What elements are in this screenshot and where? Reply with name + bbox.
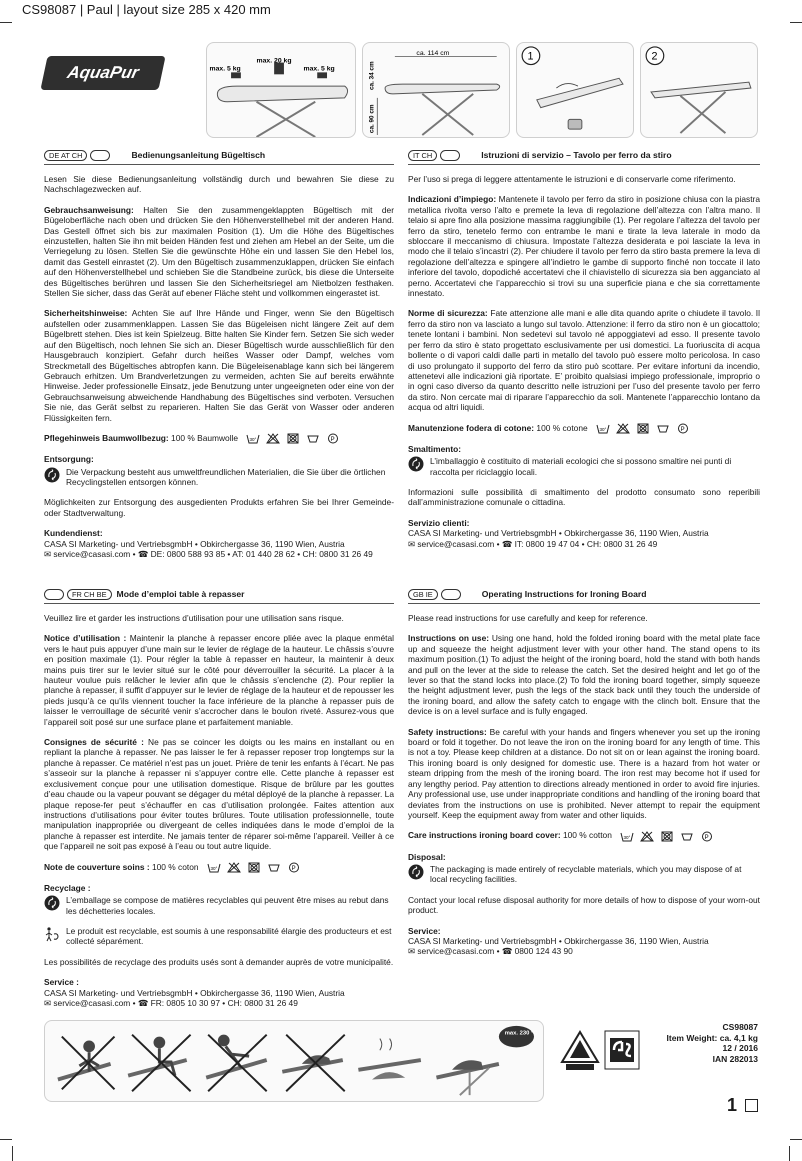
item-ian: IAN 282013	[712, 1053, 758, 1064]
section-header-it	[408, 150, 760, 165]
use-de: Gebrauchsanweisung: Halten Sie den zusammengeklappten Bügeltisch mit der Bügeloberfläche nach oben und drücken Sie den Höhenverstellhebel mit der anderen Hand. Das Gestell öffnet sich bis zur maximalen Position (1). Um die Höhe des Bügeltisches einzustellen, halten Sie ihn mit beiden Händen fest und ziehen am Hebel an der Seite, um die Verriegelung zu lösen. Stellen Sie die gewünschte Höhe ein und lassen Sie den Hebel los, damit das Gestell einrastet (2). Um den Bügeltisch zusammenzuklappen, drücken Sie einfach auf den Höhenverstellhebel und schieben Sie die Standbeine zurück, bis diese die Unterseite des Bügeltisches berühren und lassen Sie den Sicherheitsriegel am Nietbolzen festhaken. Stellen Sie sicher, dass das Gerät auf ebener Fläche steht und vollkommen eingerastet ist.	[44, 204, 394, 299]
disposal-row-de: Die Verpackung besteht aus umweltfreundlichen Materialien, die Sie über die örtlichen Recyclingstellen entsorgen können.	[44, 467, 394, 488]
step-2-number: 2	[651, 50, 658, 63]
no-tumble-dry-icon	[660, 831, 674, 842]
dry-clean-p-icon	[287, 862, 301, 873]
recycle-icon	[408, 864, 424, 880]
no-bleach-icon	[640, 831, 654, 842]
intro-fr: Veuillez lire et garder les instructions d’utilisation pour une utilisation sans risque.	[44, 613, 344, 623]
item-date: 12 / 2016	[722, 1043, 758, 1053]
dry-flat-icon	[267, 862, 281, 873]
triman-row-fr: Le produit est recyclable, est soumis à une responsabilité élargie des producteurs et est collecté séparément.	[44, 926, 394, 947]
use-gb: Instructions on use: Using one hand, hold the folded ironing board with the metal plate face up and squeeze the height adjustment lever with your other hand. The stand opens to its maximum position.(1) To adjust the height of the ironing board, hold the stand with both hands and pull on the lever at the side to release the catch. Set the desired height and let go of the lever so that the stand locks into place.(2) To fold the ironing board together, simply squeeze the height adjustment lever, push the legs of the stack back until they touch the underside of the ironing board, and allow the safety catch to engage with the clinch bolt. Ensure that the device is on a level surface and is fully engaged.	[408, 633, 760, 717]
wash-30-icon	[246, 433, 260, 444]
disposal-more-it: Informazioni sulle possibilità di smaltimento del prodotto consumato sono reperibili dall’amministrazione comunale o cittadina.	[408, 487, 760, 508]
item-info	[640, 1022, 758, 1064]
lang-pill-blank	[90, 150, 110, 161]
service-contact-gb[interactable]: ✉ service@casasi.com • ☎ 0800 124 43 90	[408, 946, 573, 957]
lang-pill-blank	[441, 589, 461, 600]
care-fr: Note de couverture soins : 100 % coton 30° P	[44, 862, 394, 873]
service-contact-it[interactable]: ✉ service@casasi.com • ☎ IT: 0800 19 47 04 • CH: 0800 31 26 49	[408, 538, 658, 549]
crop-mark	[0, 22, 12, 23]
iron-rest-icon	[436, 1060, 498, 1095]
dimension-width: ca. 114 cm	[416, 49, 450, 57]
section-de	[44, 150, 394, 569]
service-it: Servizio clienti: CASA SI Marketing- und VertriebsgmbH • Obkirchergasse 36, 1190 Wien, Austria ✉ service@casasi.com • ☎ IT: 0800 19 47 04 • CH: 0800 31 26 49	[408, 517, 709, 549]
service-gb: Service: CASA SI Marketing- und VertriebsgmbH • Obkirchergasse 36, 1190 Wien, Austria ✉ service@casasi.com • ☎ 0800 124 43 90	[408, 925, 709, 957]
wash-30-icon	[620, 831, 634, 842]
hot-steam-warning-icon	[358, 1039, 420, 1080]
service-contact-de[interactable]: ✉ service@casasi.com • ☎ DE: 0800 588 93 85 • AT: 01 440 28 62 • CH: 0800 31 26 49	[44, 549, 373, 560]
intro-gb: Please read instructions for use carefully and keep for reference.	[408, 613, 648, 623]
triman-icon	[44, 926, 60, 942]
wash-30-icon	[596, 423, 610, 434]
section-fr	[44, 589, 394, 1018]
dry-flat-icon	[306, 433, 320, 444]
recycle-icon	[44, 895, 60, 911]
no-bleach-icon	[616, 423, 630, 434]
lang-pill-blank	[440, 150, 460, 161]
use-fr: Notice d’utilisation : Maintenir la planche à repasser encore pliée avec la plaque enmétal vers le haut puis appuyer d’une main sur le levier de réglage de la hauteur. Le châssis s’ouvre en position maximale (1). Pour régler la table à repasser en hauteur, la maintenir à deux mains puis tirer sur le levier situé sur le côté pour déverrouiller la sécurité. La placer à la hauteur voulue puis relâcher le levier afin que le châssis s’enclenche (2). Pour replier la planche à repasser, il suffit d’appuyer sur le levier de réglage de la hauteur et de repousser les pieds jusqu’à ce qu’ils viennent toucher la face inférieure de la planche à repasser puis de laisser le verrouillage de sécurité venir s’accrocher dans le boulon riveté. Assurez-vous que l’appareil soit posé sur une surface plane et parfaitement maniable.	[44, 633, 394, 727]
gs-safety-mark-icon	[604, 1030, 640, 1070]
intro-de: Lesen Sie diese Bedienungsanleitung vollständig durch und bewahren Sie diese zu Nachschlagezwecken auf.	[44, 174, 394, 195]
recycle-label-fr: Recyclage :	[44, 882, 91, 893]
disposal-label-gb: Disposal:	[408, 851, 446, 862]
safety-fr: Consignes de sécurité : Ne pas se coincer les doigts ou les mains en installant ou en repliant la planche à repasser. Ne pas laisser le fer à repasser reposer trop longtemps sur la planche à repasser. Ce matériel n’est pas un jouet. Prière de tenir les enfants à l’écart. Ne pas s’asseoir sur la planche à repasser ni s’appuyer contre elle. Cette planche à repasser est exclusivement conçue pour une utilisation domestique. Risque de brûlure par les gouttes d’eau chaude ou la vapeur pouvant se dégager du métal déployé de la planche à repasser. La plaque repose-fer peut s’échauffer en cas d’utilisation prolongée. Faites attention aux instructions d’utilisations pour éviter toutes brûlures. Toute utilisation professionnelle, toute manipulation inappropriée ou divergeant de celles indiquées dans le mode d’emploi de la planche à repasser est interdite. Ne jamais tenter de réparer soi-même l’appareil. Veiller à ce que l’appareil ne soit pas exposé à l’eau ou tout autre liquide.	[44, 737, 394, 852]
disposal-more-gb: Contact your local refuse disposal authority for more details of how to dispose of your worn-out product.	[408, 894, 760, 916]
no-children-icon	[58, 1037, 115, 1090]
no-tumble-dry-icon	[636, 423, 650, 434]
intro-it: Per l’uso si prega di leggere attentamente le istruzioni e di conservarle come riferimento.	[408, 174, 736, 184]
disposal-more-de: Möglichkeiten zur Entsorgung des ausgedienten Produkts erfahren Sie bei Ihrer Gemeinde- oder Stadtverwaltung.	[44, 497, 394, 518]
section-header-gb	[408, 589, 760, 604]
crop-mark	[790, 1139, 802, 1140]
recycle-row-fr: L’emballage se compose de matières recyclables qui peuvent être mises au rebut dans les déchetteries locales.	[44, 895, 394, 916]
recycle-more-fr: Les possibilités de recyclage des produits usés sont à demander auprès de votre municipalité.	[44, 956, 394, 967]
dry-clean-p-icon	[676, 423, 690, 434]
section-title-de: Bedienungsanleitung Bügeltisch	[131, 150, 266, 161]
care-it: Manutenzione fodera di cotone: 100 % cotone 30° P	[408, 423, 760, 434]
weight-label-left: max. 5 kg	[209, 65, 241, 73]
care-symbols	[246, 433, 340, 444]
section-header-fr	[44, 589, 394, 604]
crop-mark	[12, 1146, 13, 1161]
lang-pill-de: DE AT CH	[44, 150, 87, 161]
disposal-row-gb: The packaging is made entirely of recyclable materials, which you may dispose of at local recycling facilities.	[408, 864, 760, 885]
svg-text:30°: 30°	[623, 834, 631, 840]
svg-text:P: P	[680, 426, 685, 433]
dimension-height: ca. 90 cm	[368, 104, 376, 134]
lang-pill-blank	[44, 589, 64, 600]
service-contact-fr[interactable]: ✉ service@casasi.com • ☎ FR: 0805 10 30 97 • CH: 0800 31 26 49	[44, 998, 298, 1009]
page-box-icon	[745, 1099, 758, 1112]
certification-mark-icon	[560, 1030, 600, 1072]
service-de: Kundendienst: CASA SI Marketing- und VertriebsgmbH • Obkirchergasse 36, 1190 Wien, Austria ✉ service@casasi.com • ☎ DE: 0800 588 93 85 • AT: 01 440 28 62 • CH: 0800 31 26 49	[44, 528, 373, 560]
dry-flat-icon	[680, 831, 694, 842]
no-tumble-dry-icon	[247, 862, 261, 873]
lang-pill-it: IT CH	[408, 150, 437, 161]
weight-label-right: max. 5 kg	[303, 65, 335, 73]
wash-30-icon	[207, 862, 221, 873]
item-weight: Item Weight: ca. 4,1 kg	[666, 1032, 758, 1043]
disposal-label-it: Smaltimento:	[408, 443, 462, 454]
svg-text:P: P	[291, 865, 296, 872]
care-symbols	[596, 423, 690, 434]
dry-clean-p-icon	[326, 433, 340, 444]
figure-dimensions	[362, 42, 510, 138]
figure-max-weights	[206, 42, 356, 138]
section-title-gb: Operating Instructions for Ironing Board	[481, 589, 647, 600]
section-it	[408, 150, 760, 559]
svg-text:30°: 30°	[249, 437, 257, 443]
no-iron-left-icon	[282, 1035, 344, 1092]
recycle-icon	[408, 456, 424, 472]
section-header-de	[44, 150, 394, 165]
care-gb: Care instructions ironing board cover: 100 % cotton 30° P	[408, 830, 760, 841]
max-temp-label: max. 230 °C	[504, 1030, 538, 1037]
svg-text:P: P	[704, 834, 709, 841]
warning-pictograms	[44, 1020, 544, 1102]
step-1-number: 1	[527, 50, 534, 63]
care-symbols	[207, 862, 301, 873]
section-gb	[408, 589, 760, 967]
section-title-it: Istruzioni di servizio – Tavolo per ferro da stiro	[481, 150, 672, 161]
service-fr: Service : CASA SI Marketing- und VertriebsgmbH • Obkirchergasse 36, 1190 Wien, Austria ✉ service@casasi.com • ☎ FR: 0805 10 30 97 • CH: 0800 31 26 49	[44, 977, 345, 1009]
weight-label-center: max. 20 kg	[256, 57, 292, 65]
use-it: Indicazioni d’impiego: Mantenete il tavolo per ferro da stiro in posizione chiusa con la piastra metallica rivolta verso l’alto e premete la leva di regolazione dell’altezza con l’altra mano. Il telaio si apre fino alla posizione massima raggiungibile (1). Per regolare l’altezza del tavolo per ferro da stiro, tenetelo fermo con entrambe le mani e tirate la leva laterale in modo da sbloccare il meccanismo di chiusura. Impostate l’altezza desiderata e poi lasciate la leva in modo che il telaio s’incastri (2). Per chiudere il tavolo per ferro da stiro basta premere la leva di regolazione dell’altezza e spingere all’indietro le gambe di supporto finché non toccate il lato inferiore del tavolo, dopodiché accertatevi che il chiavistello di sicurezza sia ben agganciato al perno. Accertatevi che l’apparecchio si trovi su una superficie piana e che sia correttamente innestato.	[408, 194, 761, 299]
lang-pill-fr: FR CH BE	[67, 589, 112, 600]
brand-logo: AquaPur	[40, 56, 165, 90]
safety-it: Norme di sicurezza: Fate attenzione alle mani e alle dita quando aprite o chiudete il tavolo. Il ferro da stiro non va lasciato a lungo sul tavolo. Attenzione: il ferro da stiro non è un giocattolo; tenete lontani i bambini. Non sedetevi sul tavolo né appoggiatevi ad esso. Il presente tavolo per ferro da stiro è stato progettato esclusivamente per usi domestici. La fuoriuscita di acqua bollente o di vapori caldi dalle parti in metallo del tavolo può essere molto pericolosa. In caso di uso prolungato il supporto del ferro da stiro può scottare. Per evitare infortuni da incendio, attenetevi alle indicazioni già riportate. E’ proibito qualsiasi impiego professionale, improprio o in ogni caso diverso da quanto descritto nelle istruzioni per l’uso del presente tavolo per ferro da stiro. Non cercate mai di riparare l’apparecchio da soli. Mantenete l’apparecchio lontano da acqua od altri liquidi.	[408, 308, 760, 413]
crop-mark	[790, 22, 802, 23]
item-code: CS98087	[722, 1022, 758, 1032]
care-de: Pflegehinweis Baumwollbezug: 100 % Baumwolle 30° P	[44, 433, 394, 444]
lang-pill-gb: GB IE	[408, 589, 438, 600]
figure-step-2	[640, 42, 758, 138]
no-tumble-dry-icon	[286, 433, 300, 444]
no-bleach-icon	[227, 862, 241, 873]
page-number: 1	[727, 1095, 738, 1115]
no-leaning-icon	[206, 1035, 266, 1092]
svg-text:30°: 30°	[599, 426, 607, 432]
dimension-depth: ca. 34 cm	[368, 61, 376, 90]
figure-step-1	[516, 42, 634, 138]
dry-flat-icon	[656, 423, 670, 434]
no-bleach-icon	[266, 433, 280, 444]
crop-mark	[789, 1146, 790, 1161]
crop-mark	[0, 1139, 12, 1140]
disposal-row-it: L’imballaggio è costituito di materiali ecologici che si possono smaltire nei punti di raccolta per riciclaggio locali.	[408, 456, 760, 477]
max-temp-badge	[499, 1026, 539, 1047]
svg-text:P: P	[331, 437, 336, 444]
job-line: CS98087 | Paul | layout size 285 x 420 mm	[22, 2, 271, 17]
section-title-fr: Mode d’emploi table à repasser	[116, 589, 245, 600]
svg-text:30°: 30°	[210, 865, 218, 871]
care-symbols	[620, 831, 714, 842]
recycle-icon	[44, 467, 60, 483]
disposal-label-de: Entsorgung:	[44, 454, 94, 465]
safety-gb: Safety instructions: Be careful with your hands and fingers whenever you set up the ironing board or fold it together. Do not leave the iron on the ironing board for any length of time. This is not a toy. Please keep children at a distance. Do not sit on or lean against the ironing board. This ironing board is only designed for domestic use. There is a hazard from hot water or steam dripping from the mesh of the ironing board. The iron rest may become hot if used for any lengthy period. Pay attention to directions already mentioned in order to avoid fire injuries. Any professional use, use under inappropriate conditions and handling of the ironing board that deviates from the instructions on use is prohibited. Never attempt to repair the equipment yourself. Keep the equipment away from water and other liquids.	[408, 726, 760, 820]
no-sitting-icon	[128, 1035, 190, 1092]
dry-clean-p-icon	[700, 831, 714, 842]
safety-de: Sicherheitshinweise: Achten Sie auf Ihre Hände und Finger, wenn Sie den Bügeltisch aufstellen oder zusammenklappen. Lassen Sie das Bügeleisen nicht längere Zeit auf dem Bügelbrett stehen. Dies ist kein Spielzeug. Bitte halten Sie Kinder fern. Setzen Sie sich weder auf den Bügeltisch, noch lehnen Sie sich an. Dieser Bügeltisch wurde ausschließlich für den Hausgebrauch konzipiert. Gefahr durch heißes Wasser oder Dampf, welches vom Streckmetall des Bügeltisches abtropfen kann. Die Bügeleisenablage kann sich bei längerem Gebrauch erhitzen. Um Brandverletzungen zu vermeiden, achten Sie auf bereits erwähnte Hinweise. Jeder professionelle Einsatz, jede Benutzung unter ungeeigneten oder eine von der Gebrauchsanweisung abweichende Handhabung des Bügeltisches sind verboten. Versuchen Sie nie, das Gerät selbst zu reparieren. Halten Sie das Gerät von Wasser oder anderen Flüssigkeiten fern.	[44, 308, 394, 423]
